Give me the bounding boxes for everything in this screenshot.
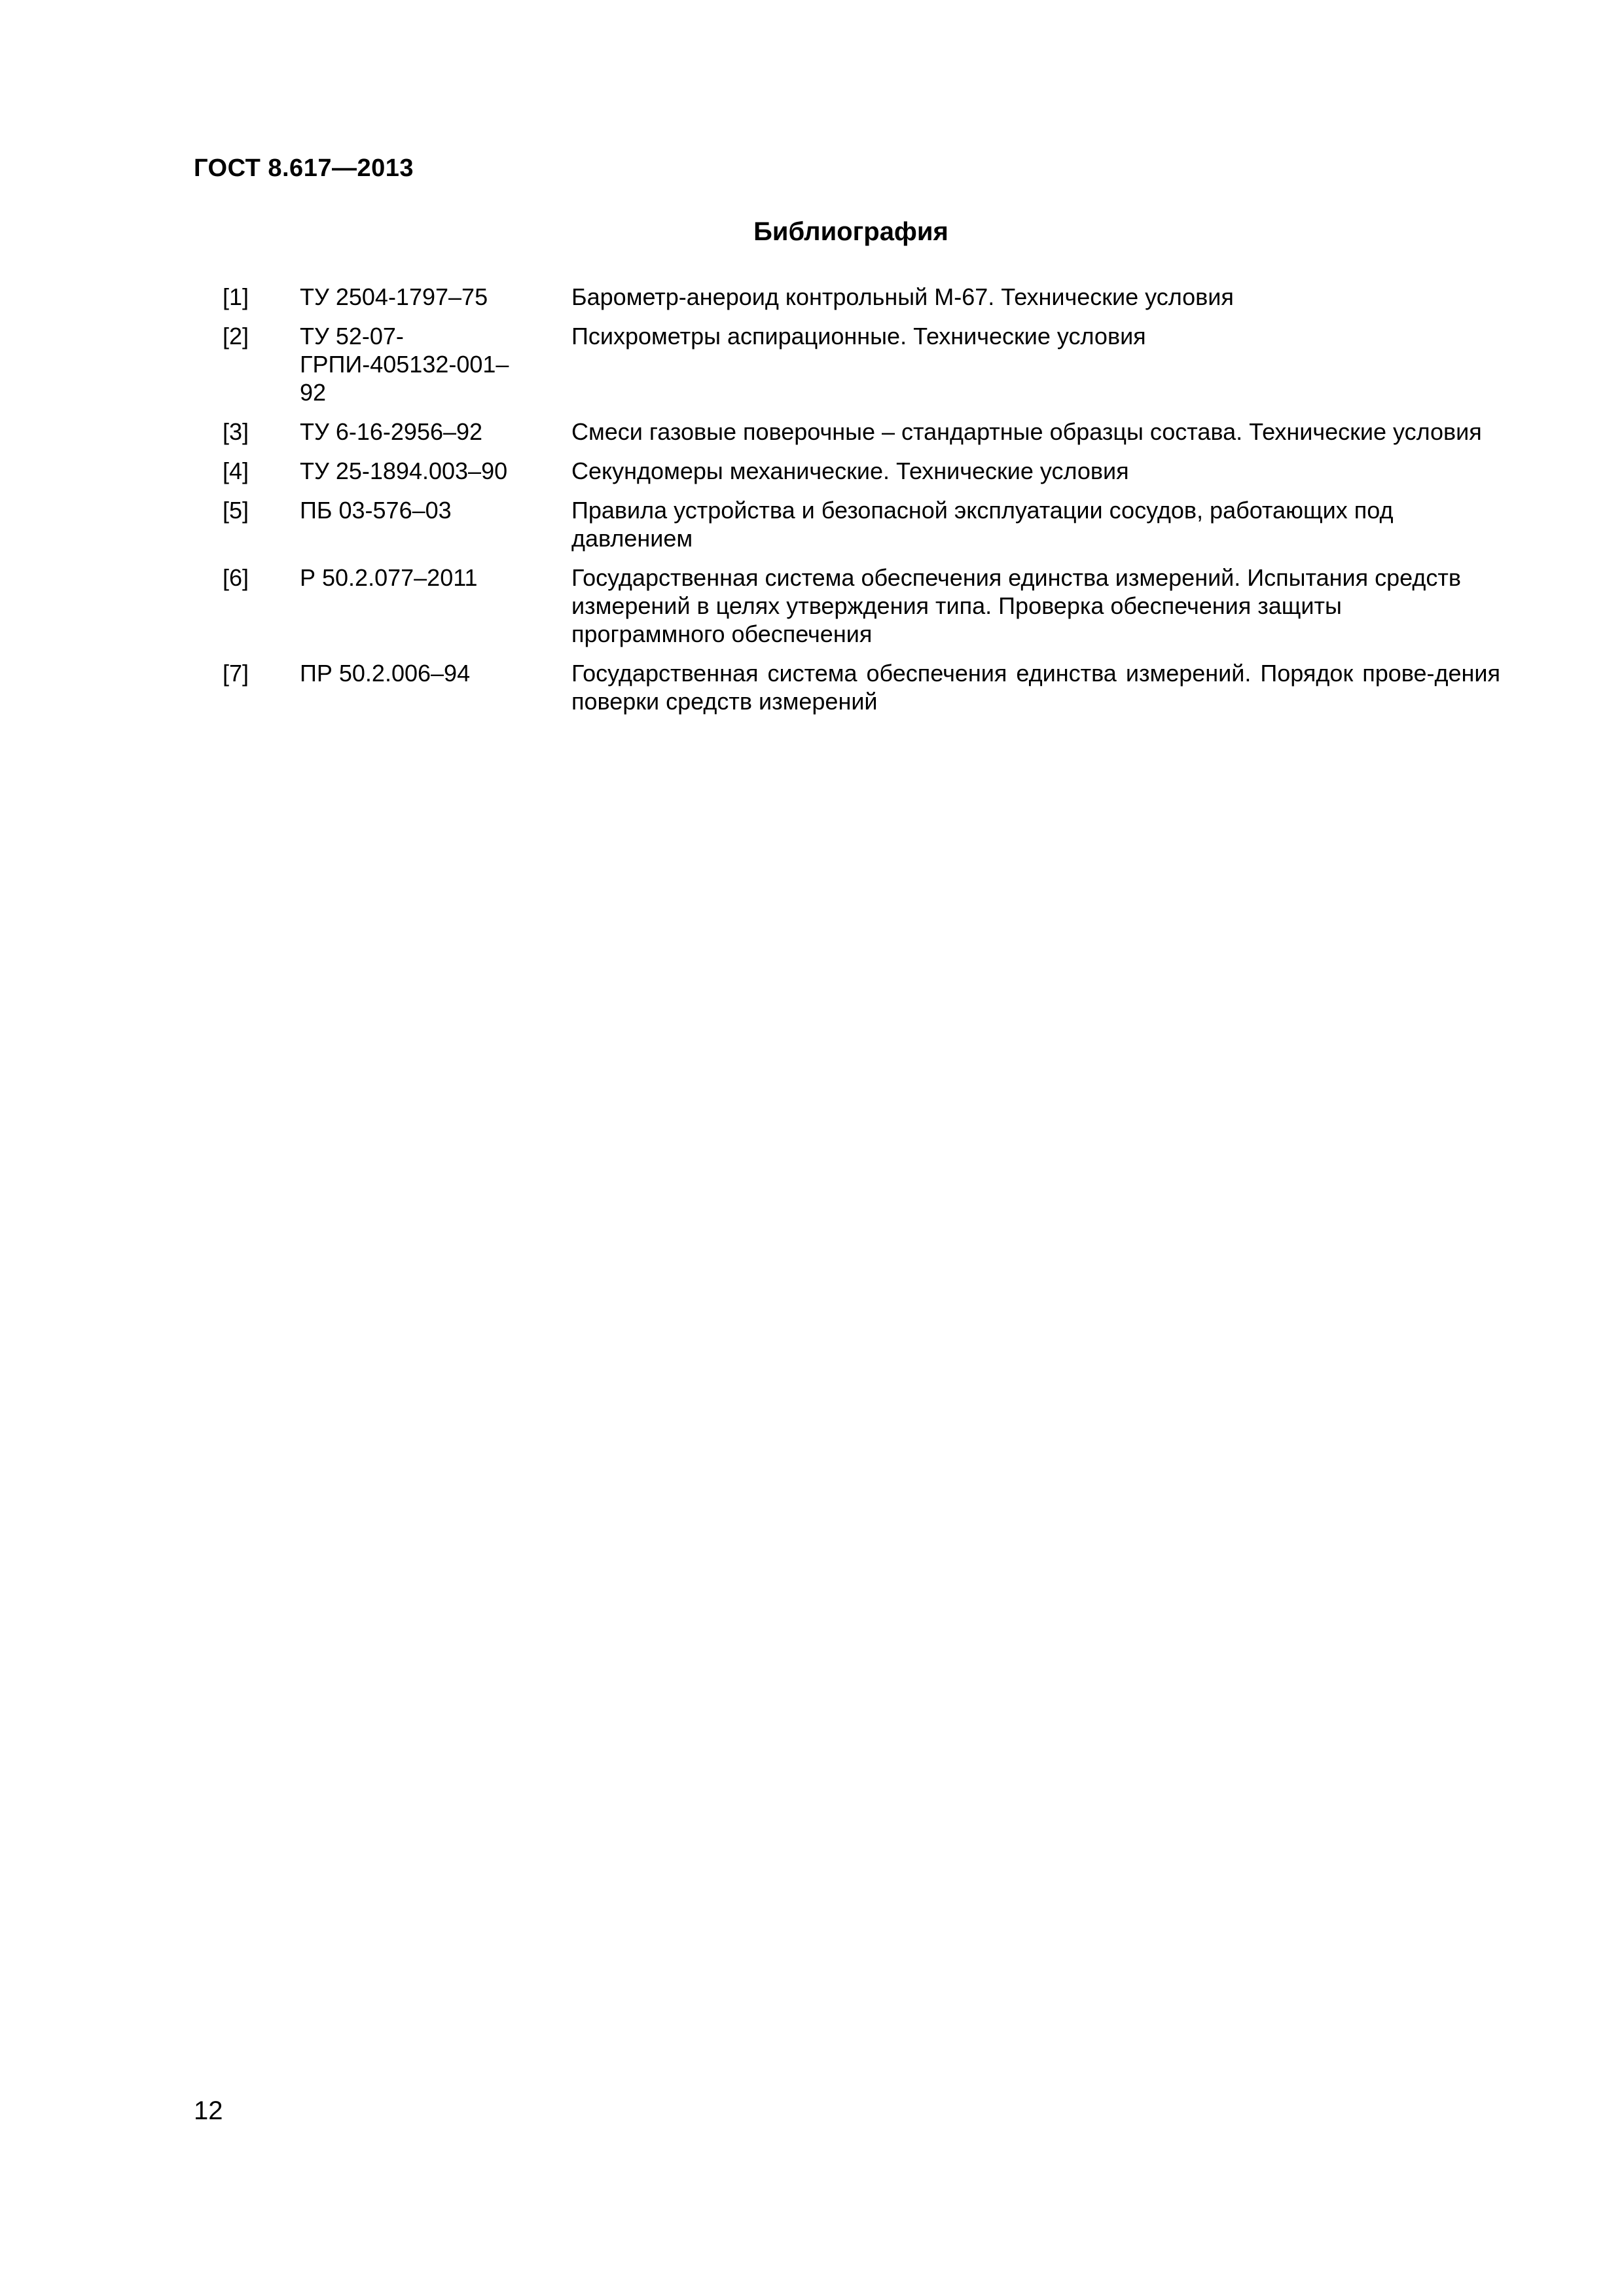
document-id: ГОСТ 8.617—2013 (194, 154, 414, 182)
entry-code: ТУ 25-1894.003–90 (300, 457, 508, 484)
entry-title: Государственная система обеспечения единства измерений. Порядок прове-дения поверки средств измерений (571, 660, 1500, 715)
entry-title: Секундомеры механические. Технические условия (571, 457, 1129, 484)
entry-code: Р 50.2.077–2011 (300, 564, 478, 591)
bibliography-entry (223, 564, 1500, 648)
page-number: 12 (194, 2096, 223, 2125)
entry-title: Психрометры аспирационные. Технические условия (571, 323, 1146, 350)
entry-number: [7] (223, 660, 249, 687)
bibliography-entry (223, 418, 1500, 446)
entry-code: ПР 50.2.006–94 (300, 660, 471, 687)
entry-code: ПБ 03-576–03 (300, 497, 452, 524)
bibliography-entry (223, 322, 1500, 406)
entry-number: [1] (223, 283, 249, 310)
bibliography-list (223, 283, 1500, 726)
entry-code: ТУ 52-07- ГРПИ-405132-001–92 (300, 323, 509, 406)
entry-code: ТУ 6-16-2956–92 (300, 418, 483, 445)
entry-title: Правила устройства и безопасной эксплуатации сосудов, работающих под давлением (571, 497, 1394, 552)
entry-number: [2] (223, 323, 249, 350)
bibliography-entry (223, 496, 1500, 552)
entry-number: [5] (223, 497, 249, 524)
entry-code: ТУ 2504-1797–75 (300, 283, 488, 310)
entry-title: Государственная система обеспечения единства измерений. Испытания средств измерений в целях утверждения типа. Проверка обеспечения защиты программного обеспечения (571, 564, 1461, 647)
entry-number: [3] (223, 418, 249, 445)
entry-title: Смеси газовые поверочные – стандартные образцы состава. Технические условия (571, 418, 1482, 445)
entry-title: Барометр-анероид контрольный М-67. Технические условия (571, 283, 1234, 310)
entry-number: [4] (223, 457, 249, 484)
entry-number: [6] (223, 564, 249, 591)
bibliography-heading: Библиография (753, 217, 948, 246)
bibliography-entry (223, 283, 1500, 311)
bibliography-entry (223, 457, 1500, 485)
bibliography-entry (223, 659, 1500, 715)
